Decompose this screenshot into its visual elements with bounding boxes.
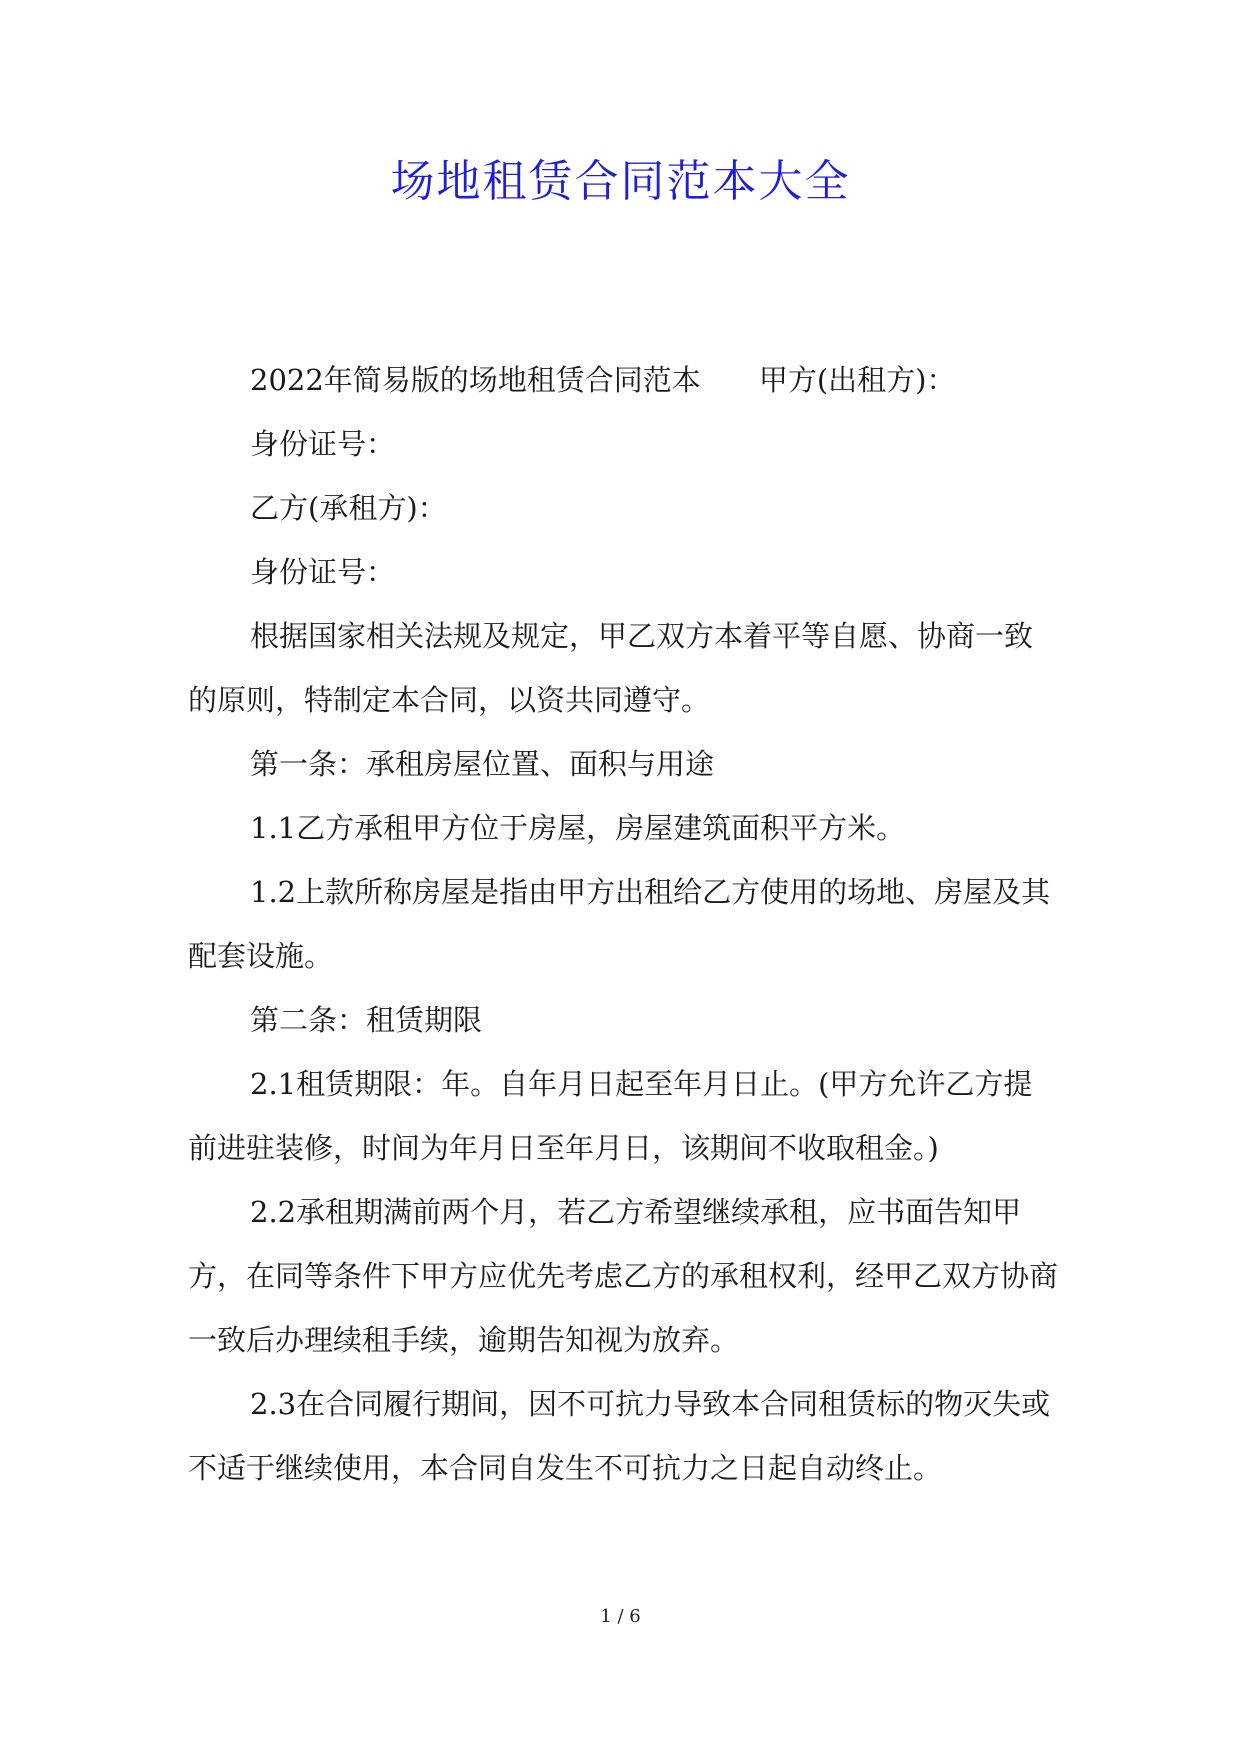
clause-1-2: 1.2上款所称房屋是指由甲方出租给乙方使用的场地、房屋及其配套设施。: [188, 875, 1051, 973]
clause-2-2: 2.2承租期满前两个月，若乙方希望继续承租，应书面告知甲方，在同等条件下甲方应优先考虑乙方的承租权利，经甲乙双方协商一致后办理续租手续，逾期告知视为放弃。: [188, 1195, 1059, 1357]
article-2-heading: 第二条：租赁期限: [250, 1003, 483, 1037]
party-a-label: 甲方(出租方)：: [758, 363, 956, 397]
intro-paragraph: [188, 348, 1058, 412]
party-b-id-label: 身份证号：: [250, 555, 396, 589]
article-1-heading: 第一条：承租房屋位置、面积与用途: [250, 747, 715, 781]
document-body: [188, 348, 1058, 1500]
document-title: 场地租赁合同范本大全: [390, 156, 851, 207]
party-a-id-label: 身份证号：: [250, 427, 396, 461]
intro-left-text: 2022年简易版的场地租赁合同范本: [250, 363, 701, 397]
preamble-paragraph: 根据国家相关法规及规定，甲乙双方本着平等自愿、协商一致的原则，特制定本合同，以资共同遵守。: [188, 619, 1034, 717]
clause-2-1: 2.1租赁期限：年。自年月日起至年月日止。(甲方允许乙方提前进驻装修，时间为年月日至年月日，该期间不收取租金。): [188, 1067, 1033, 1165]
party-b-label: 乙方(承租方)：: [250, 491, 447, 525]
page-number: 1 / 6: [600, 1606, 641, 1627]
clause-1-1: 1.1乙方承租甲方位于房屋，房屋建筑面积平方米。: [250, 811, 906, 845]
clause-2-3: 2.3在合同履行期间，因不可抗力导致本合同租赁标的物灭失或不适于继续使用，本合同自发生不可抗力之日起自动终止。: [188, 1387, 1051, 1485]
